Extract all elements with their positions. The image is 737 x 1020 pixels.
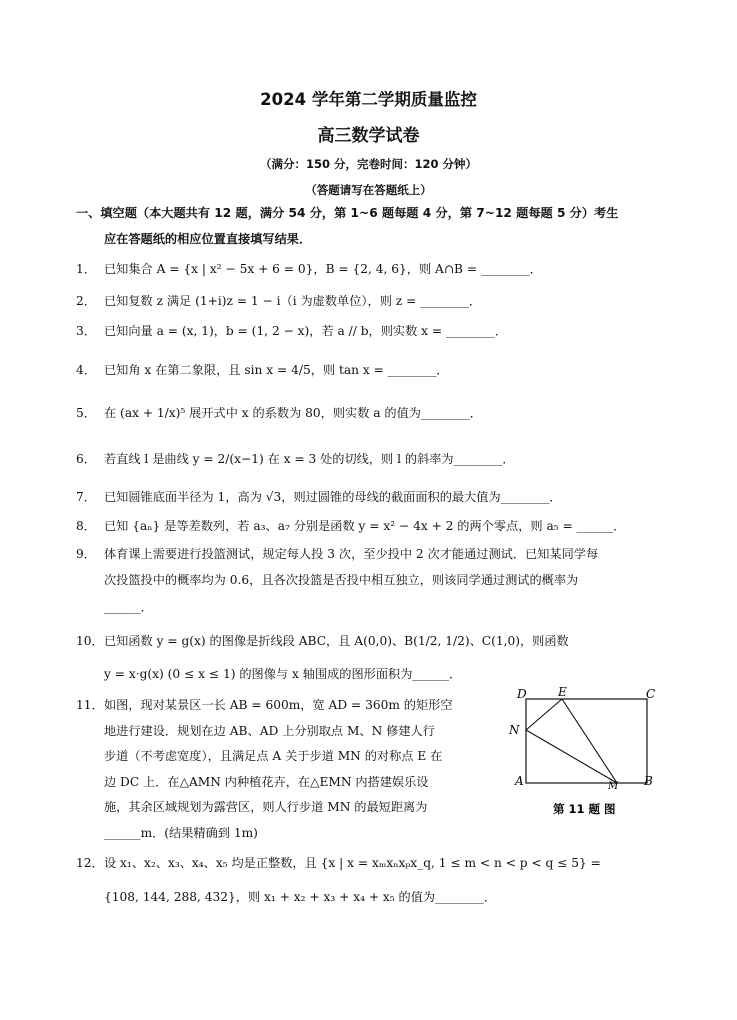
question-text: 已知圆锥底面半径为 1，高为 √3，则过圆锥的母线的截面面积的最大值为________． (104, 490, 562, 504)
label-D: D (517, 687, 527, 701)
question-10 (76, 631, 569, 651)
question-text: 设 x₁、x₂、x₃、x₄、x₅ 均是正整数，且 {x | x = xₘxₙxₚx_q, 1 ≤ m < n < p < q ≤ 5} = (104, 856, 601, 870)
section-instruction: 应在答题纸的相应位置直接填写结果． (104, 232, 312, 246)
question-2 (76, 291, 481, 311)
question-text: 已知函数 y = g(x) 的图像是折线段 ABC，且 A(0,0)、B(1/2, 1/2)、C(1,0)，则函数 (104, 634, 569, 648)
question-number: 8． (76, 519, 96, 533)
question-4 (76, 360, 449, 380)
question-number: 10． (76, 634, 104, 648)
exam-title: 2024 学年第二学期质量监控 (260, 90, 477, 109)
exam-subtitle: 高三数学试卷 (317, 126, 420, 146)
question-text: 已知复数 z 满足 (1+i)z = 1 − i（i 为虚数单位），则 z = ________． (104, 294, 482, 308)
question-9-blank (76, 597, 153, 617)
question-number: 1． (76, 262, 96, 276)
question-11-figure (505, 685, 665, 825)
label-B: B (644, 774, 653, 788)
question-12 (76, 853, 601, 873)
question-11-number (76, 695, 104, 715)
question-9 (76, 544, 598, 564)
question-6 (76, 449, 515, 469)
question-text: 已知 {aₙ} 是等差数列，若 a₃、a₇ 分别是函数 y = x² − 4x + 2 的两个零点，则 a₅ = ______． (104, 519, 626, 533)
question-number: 2． (76, 294, 96, 308)
question-text: 若直线 l 是曲线 y = 2/(x−1) 在 x = 3 处的切线，则 l 的斜率为________． (104, 452, 515, 466)
question-text: 已知集合 A = {x | x² − 5x + 6 = 0}，B = {2, 4, 6}，则 A∩B = ________． (104, 262, 542, 276)
question-11-line-1: 如图，现对某景区一长 AB = 600m，宽 AD = 360m 的矩形空 (104, 698, 453, 712)
question-10-cont (76, 664, 461, 684)
label-N: N (509, 723, 520, 737)
question-7 (76, 487, 562, 507)
question-number: 6． (76, 452, 96, 466)
exam-note: （答题请写在答题纸上） (305, 183, 432, 197)
question-number: 12． (76, 856, 104, 870)
segment-EM (562, 699, 617, 783)
question-text: 体育课上需要进行投篮测试，规定每人投 3 次，至少投中 2 次才能通过测试．已知某同学每 (104, 547, 599, 561)
question-number: 9． (76, 547, 96, 561)
question-1 (76, 259, 542, 279)
question-11-line-3: 步道（不考虑宽度），且满足点 A 关于步道 MN 的对称点 E 在 (104, 749, 443, 763)
question-11-line-5: 施，其余区域规划为露营区，则人行步道 MN 的最短距离为 (104, 800, 428, 814)
question-5 (76, 403, 482, 423)
question-text: 已知向量 a = (x, 1)，b = (1, 2 − x)，若 a // b，则实数 x = ________． (104, 324, 507, 338)
label-M: M (608, 781, 619, 792)
segment-NM (526, 730, 617, 783)
label-E: E (558, 685, 567, 699)
question-9-cont (76, 570, 578, 590)
question-number: 5． (76, 406, 96, 420)
label-A: A (515, 774, 524, 788)
question-text: 次投篮投中的概率均为 0.6，且各次投篮是否投中相互独立，则该同学通过测试的概率为 (104, 573, 579, 587)
question-text: 在 (ax + 1/x)⁵ 展开式中 x 的系数为 80，则实数 a 的值为________． (104, 406, 482, 420)
question-text: ______． (104, 600, 153, 614)
section-heading: 一、填空题（本大题共有 12 题，满分 54 分，第 1~6 题每题 4 分，第 7~12 题每题 5 分）考生 (76, 206, 619, 220)
exam-meta: （满分：150 分，完卷时间：120 分钟） (259, 157, 478, 171)
question-3 (76, 321, 507, 341)
question-11-line-6: ______m．(结果精确到 1m) (104, 826, 258, 840)
label-C: C (646, 687, 656, 701)
question-number: 7． (76, 490, 96, 504)
question-text: y = x·g(x) (0 ≤ x ≤ 1) 的图像与 x 轴围成的图形面积为______． (104, 667, 462, 681)
question-text: 已知角 x 在第二象限，且 sin x = 4/5，则 tan x = ________． (104, 363, 449, 377)
figure-caption: 第 11 题 图 (553, 802, 616, 816)
question-number: 4． (76, 363, 96, 377)
question-8 (76, 516, 625, 536)
segment-EN (526, 699, 562, 730)
question-12-cont: {108, 144, 288, 432}，则 x₁ + x₂ + x₃ + x₄ + x₅ 的值为________． (104, 890, 497, 904)
question-number: 11． (76, 698, 104, 712)
question-number: 3． (76, 324, 96, 338)
question-11-line-2: 地进行建设．规划在边 AB、AD 上分别取点 M、N 修建人行 (104, 724, 435, 738)
question-11-line-4: 边 DC 上．在△AMN 内种植花卉，在△EMN 内搭建娱乐设 (104, 775, 429, 789)
